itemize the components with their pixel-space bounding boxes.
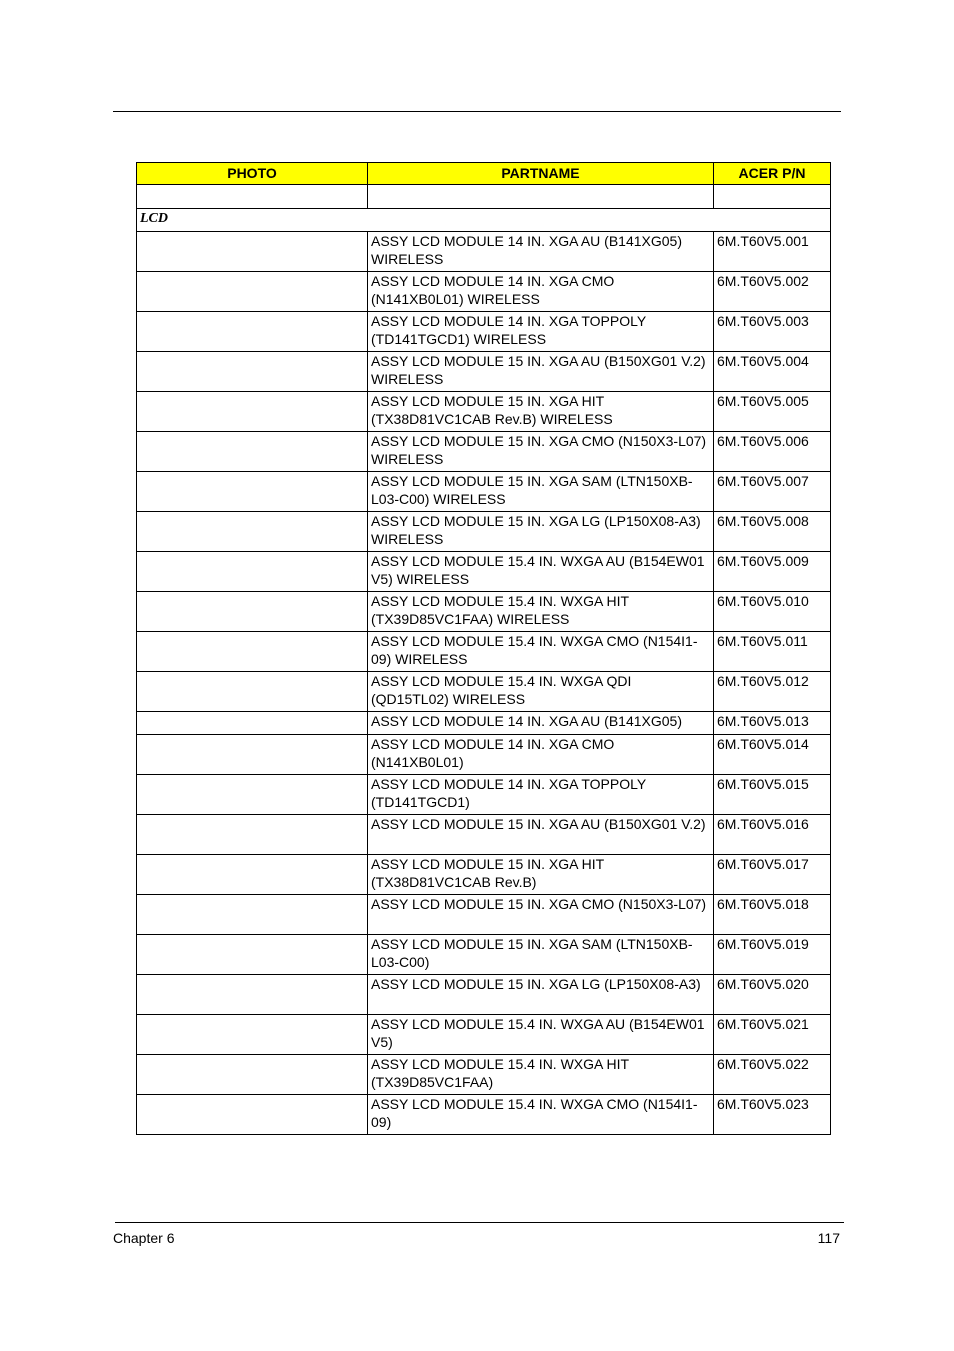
column-header-partname: PARTNAME [368,163,714,185]
acer-pn-cell: 6M.T60V5.007 [714,472,831,512]
partname-cell: ASSY LCD MODULE 15 IN. XGA HIT (TX38D81VC1CAB Rev.B) WIRELESS [368,392,714,432]
table-row [137,935,831,975]
photo-cell [137,895,368,935]
footer-chapter: Chapter 6 [113,1230,175,1246]
partname-cell: ASSY LCD MODULE 14 IN. XGA CMO (N141XB0L01) WIRELESS [368,272,714,312]
partname-cell: ASSY LCD MODULE 15 IN. XGA HIT (TX38D81VC1CAB Rev.B) [368,855,714,895]
column-header-acer-pn: ACER P/N [714,163,831,185]
table-row [137,632,831,672]
table-row [137,775,831,815]
table-row [137,312,831,352]
photo-cell [137,1015,368,1055]
section-title: LCD [137,209,831,232]
acer-pn-cell: 6M.T60V5.017 [714,855,831,895]
photo-cell [137,272,368,312]
partname-cell: ASSY LCD MODULE 15.4 IN. WXGA HIT (TX39D85VC1FAA) WIRELESS [368,592,714,632]
partname-cell: ASSY LCD MODULE 15 IN. XGA AU (B150XG01 V.2) [368,815,714,855]
section-row [137,209,831,232]
photo-cell [137,552,368,592]
photo-cell [137,815,368,855]
empty-cell [714,185,831,209]
acer-pn-cell: 6M.T60V5.011 [714,632,831,672]
acer-pn-cell: 6M.T60V5.020 [714,975,831,1015]
acer-pn-cell: 6M.T60V5.003 [714,312,831,352]
acer-pn-cell: 6M.T60V5.005 [714,392,831,432]
partname-cell: ASSY LCD MODULE 14 IN. XGA CMO (N141XB0L01) [368,735,714,775]
acer-pn-cell: 6M.T60V5.001 [714,232,831,272]
photo-cell [137,775,368,815]
table-row [137,592,831,632]
photo-cell [137,1095,368,1135]
partname-cell: ASSY LCD MODULE 15 IN. XGA AU (B150XG01 V.2) WIRELESS [368,352,714,392]
table-row [137,672,831,712]
partname-cell: ASSY LCD MODULE 15.4 IN. WXGA AU (B154EW01 V5) [368,1015,714,1055]
photo-cell [137,935,368,975]
photo-cell [137,312,368,352]
acer-pn-cell: 6M.T60V5.008 [714,512,831,552]
empty-cell [137,185,368,209]
photo-cell [137,472,368,512]
acer-pn-cell: 6M.T60V5.009 [714,552,831,592]
acer-pn-cell: 6M.T60V5.022 [714,1055,831,1095]
photo-cell [137,855,368,895]
footer-page-number: 117 [817,1230,840,1246]
acer-pn-cell: 6M.T60V5.021 [714,1015,831,1055]
partname-cell: ASSY LCD MODULE 15.4 IN. WXGA HIT (TX39D85VC1FAA) [368,1055,714,1095]
table-row [137,552,831,592]
acer-pn-cell: 6M.T60V5.010 [714,592,831,632]
acer-pn-cell: 6M.T60V5.014 [714,735,831,775]
table-row [137,352,831,392]
partname-cell: ASSY LCD MODULE 15 IN. XGA CMO (N150X3-L07) WIRELESS [368,432,714,472]
table-header-row [137,163,831,185]
photo-cell [137,392,368,432]
empty-cell [368,185,714,209]
table-row [137,1055,831,1095]
header-rule [113,111,841,112]
partname-cell: ASSY LCD MODULE 15.4 IN. WXGA AU (B154EW01 V5) WIRELESS [368,552,714,592]
table-row [137,432,831,472]
photo-cell [137,232,368,272]
acer-pn-cell: 6M.T60V5.023 [714,1095,831,1135]
partname-cell: ASSY LCD MODULE 15.4 IN. WXGA CMO (N154I1-09) WIRELESS [368,632,714,672]
partname-cell: ASSY LCD MODULE 14 IN. XGA TOPPOLY (TD141TGCD1) [368,775,714,815]
column-header-photo: PHOTO [137,163,368,185]
acer-pn-cell: 6M.T60V5.012 [714,672,831,712]
partname-cell: ASSY LCD MODULE 15 IN. XGA SAM (LTN150XB-L03-C00) WIRELESS [368,472,714,512]
photo-cell [137,512,368,552]
table-row [137,975,831,1015]
footer-rule [115,1222,844,1223]
table-row [137,1095,831,1135]
table-row [137,512,831,552]
partname-cell: ASSY LCD MODULE 15 IN. XGA LG (LP150X08-A3) [368,975,714,1015]
photo-cell [137,592,368,632]
acer-pn-cell: 6M.T60V5.006 [714,432,831,472]
acer-pn-cell: 6M.T60V5.018 [714,895,831,935]
partname-cell: ASSY LCD MODULE 15 IN. XGA LG (LP150X08-A3) WIRELESS [368,512,714,552]
table-row [137,712,831,735]
partname-cell: ASSY LCD MODULE 15 IN. XGA CMO (N150X3-L07) [368,895,714,935]
table-row [137,855,831,895]
acer-pn-cell: 6M.T60V5.016 [714,815,831,855]
partname-cell: ASSY LCD MODULE 14 IN. XGA TOPPOLY (TD141TGCD1) WIRELESS [368,312,714,352]
table-row [137,815,831,855]
photo-cell [137,735,368,775]
table-row [137,272,831,312]
empty-row [137,185,831,209]
table-row [137,735,831,775]
photo-cell [137,632,368,672]
parts-table [136,162,831,1135]
acer-pn-cell: 6M.T60V5.015 [714,775,831,815]
photo-cell [137,1055,368,1095]
table-row [137,895,831,935]
acer-pn-cell: 6M.T60V5.004 [714,352,831,392]
partname-cell: ASSY LCD MODULE 14 IN. XGA AU (B141XG05) WIRELESS [368,232,714,272]
table-row [137,392,831,432]
acer-pn-cell: 6M.T60V5.002 [714,272,831,312]
partname-cell: ASSY LCD MODULE 14 IN. XGA AU (B141XG05) [368,712,714,735]
photo-cell [137,975,368,1015]
partname-cell: ASSY LCD MODULE 15.4 IN. WXGA QDI (QD15TL02) WIRELESS [368,672,714,712]
photo-cell [137,432,368,472]
acer-pn-cell: 6M.T60V5.013 [714,712,831,735]
table-row [137,472,831,512]
partname-cell: ASSY LCD MODULE 15 IN. XGA SAM (LTN150XB-L03-C00) [368,935,714,975]
partname-cell: ASSY LCD MODULE 15.4 IN. WXGA CMO (N154I1-09) [368,1095,714,1135]
table-row [137,1015,831,1055]
photo-cell [137,712,368,735]
photo-cell [137,672,368,712]
acer-pn-cell: 6M.T60V5.019 [714,935,831,975]
photo-cell [137,352,368,392]
table-row [137,232,831,272]
